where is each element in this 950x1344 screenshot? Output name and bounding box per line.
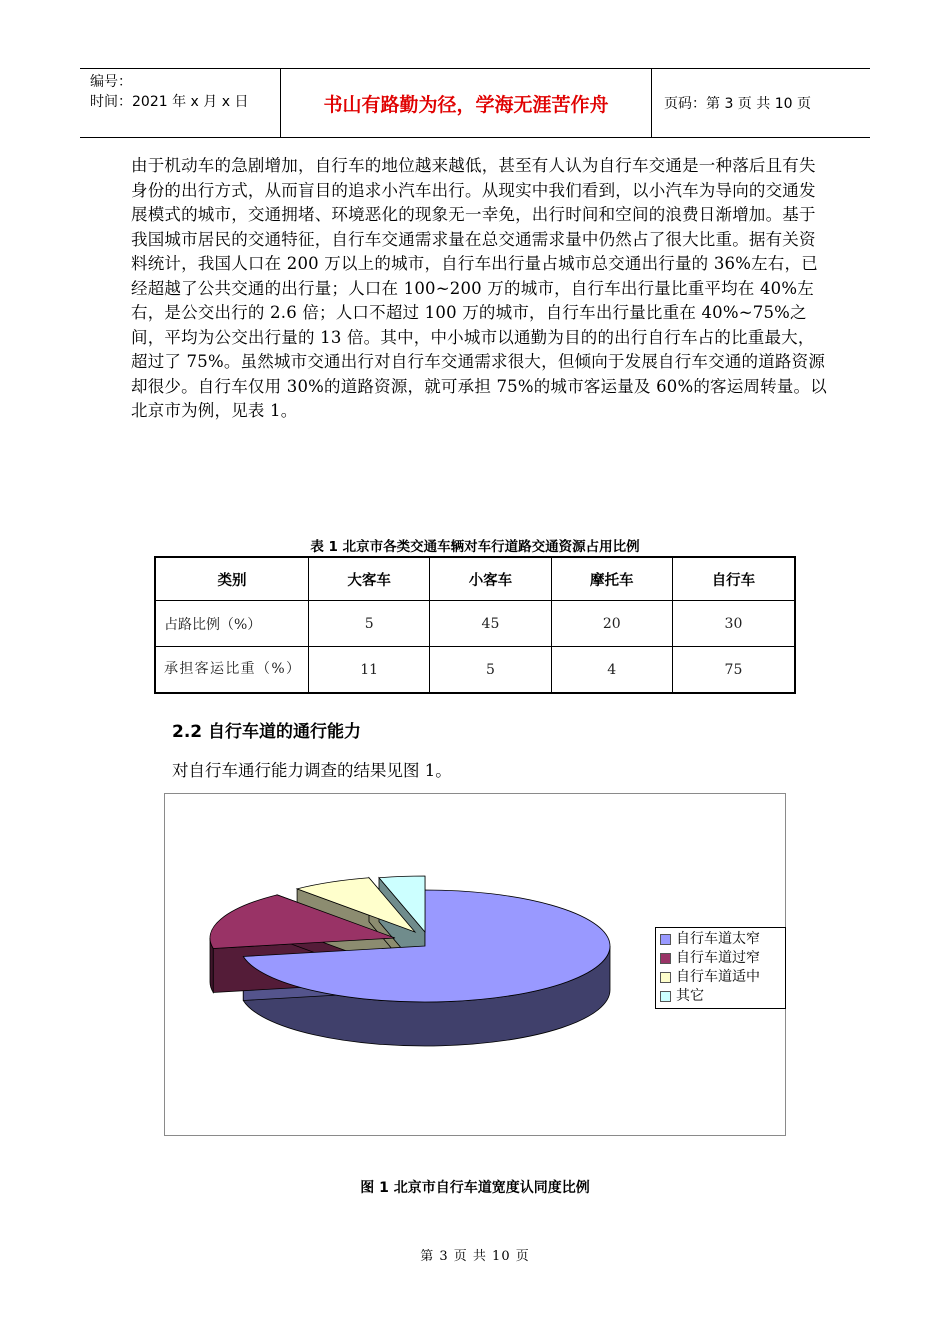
- table-cell: 20: [551, 601, 672, 647]
- legend-label: 自行车道太窄: [676, 931, 760, 947]
- chart-legend: [655, 927, 786, 1009]
- page-header: [80, 68, 870, 138]
- table-cell: 4: [551, 647, 672, 694]
- table-cell: 5: [309, 601, 430, 647]
- legend-label: 自行车道过窄: [676, 950, 760, 966]
- section-title: 2.2 自行车道的通行能力: [172, 722, 362, 742]
- table-cell: 45: [430, 601, 551, 647]
- section-intro: 对自行车通行能力调查的结果见图 1。: [172, 761, 452, 780]
- table-cell: 5: [430, 647, 551, 694]
- legend-swatch: [660, 934, 671, 945]
- legend-item: [660, 949, 785, 968]
- table-cell: 30: [672, 601, 795, 647]
- table-header: 大客车: [309, 557, 430, 601]
- table-header: 摩托车: [551, 557, 672, 601]
- legend-label: 其它: [676, 988, 704, 1004]
- data-table: [154, 556, 796, 694]
- table-row-label: 承担客运比重（%）: [155, 647, 309, 694]
- table-row: [155, 601, 795, 647]
- legend-swatch: [660, 991, 671, 1002]
- table-cell: 75: [672, 647, 795, 694]
- table-header: 类别: [155, 557, 309, 601]
- header-time: 时间：2021 年 x 月 x 日: [90, 94, 249, 110]
- header-page: 页码：第 3 页 共 10 页: [664, 96, 811, 112]
- table-header: 自行车: [672, 557, 795, 601]
- legend-swatch: [660, 972, 671, 983]
- legend-item: [660, 968, 785, 987]
- pie-chart: [164, 793, 786, 1136]
- page-footer: 第 3 页 共 10 页: [420, 1249, 530, 1264]
- header-motto: 书山有路勤为径，学海无涯苦作舟: [281, 69, 652, 137]
- legend-swatch: [660, 953, 671, 964]
- table-header: 小客车: [430, 557, 551, 601]
- header-number: 编号：: [90, 74, 132, 90]
- legend-item: [660, 987, 785, 1006]
- header-meta: [80, 69, 281, 137]
- legend-label: 自行车道适中: [676, 969, 760, 985]
- table-row: [155, 647, 795, 694]
- legend-item: [660, 930, 785, 949]
- table-header-row: [155, 557, 795, 601]
- table-cell: 11: [309, 647, 430, 694]
- table-row-label: 占路比例（%）: [155, 601, 309, 647]
- table-caption: 表 1 北京市各类交通车辆对车行道路交通资源占用比例: [310, 539, 640, 555]
- figure-caption: 图 1 北京市自行车道宽度认同度比例: [360, 1180, 590, 1196]
- body-paragraph: 由于机动车的急剧增加，自行车的地位越来越低，甚至有人认为自行车交通是一种落后且有失身份的出行方式，从而盲目的追求小汽车出行。从现实中我们看到，以小汽车为导向的交通发展模式的城市，交通拥堵、环境恶化的现象无一幸免，出行时间和空间的浪费日渐增加。基于我国城市居民的交通特征，自行车交通需求量在总交通需求量中仍然占了很大比重。据有关资料统计，我国人口在 200 万以上的城市，自行车出行量占城市总交通出行量的 36%左右，已经超越了公共交通的出行量；人口在 100~200 万的城市，自行车出行量比重平均在 40%左右，是公交出行的 2.6 倍；人口不超过 100 万的城市，自行车出行量比重在 40%~75%之间，平均为公交出行量的 13 倍。其中，中小城市以通勤为目的的出行自行车占的比重最大，超过了 75%。虽然城市交通出行对自行车交通需求很大，但倾向于发展自行车交通的道路资源却很少。自行车仅用 30%的道路资源，就可承担 75%的城市客运量及 60%的客运周转量。以北京市为例，见表 1。: [131, 156, 827, 420]
